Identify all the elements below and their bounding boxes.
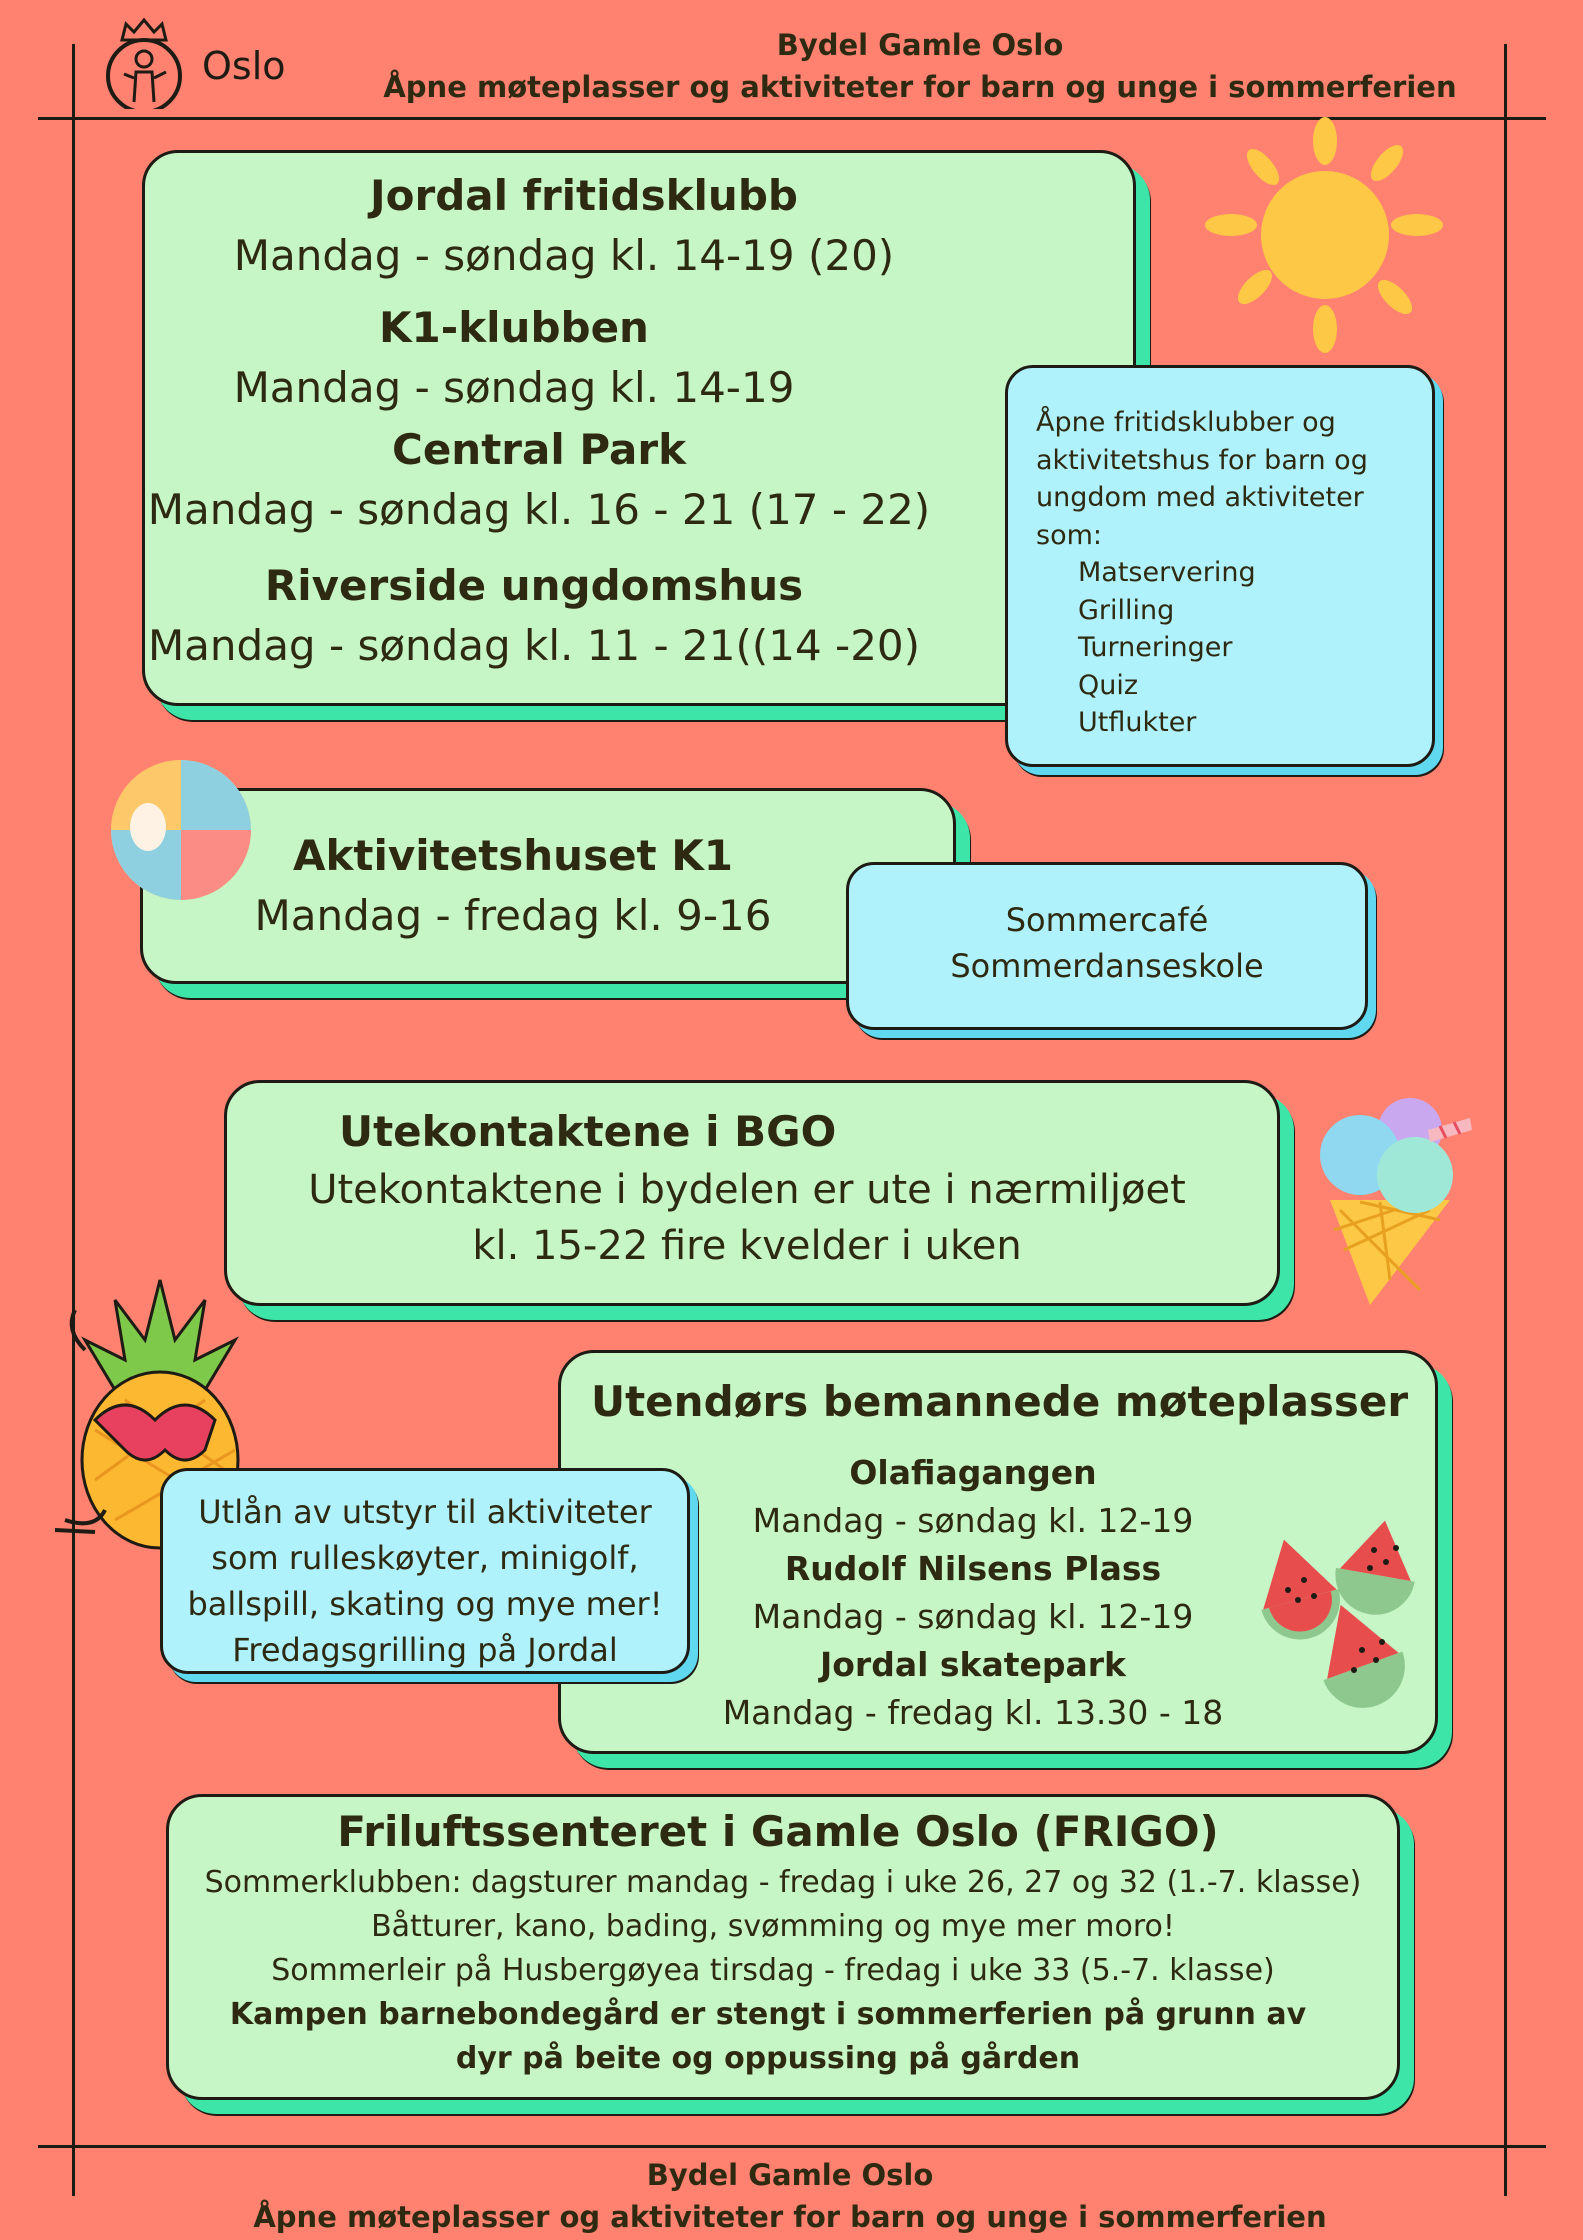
oslo-crest-icon: [104, 14, 184, 109]
place-hours: Mandag - fredag kl. 13.30 - 18: [722, 1693, 1224, 1732]
info-intro-line: aktivitetshus for barn og: [1036, 444, 1368, 476]
activity-item: Utflukter: [1078, 707, 1197, 738]
place-hours: Mandag - søndag kl. 12-19: [752, 1597, 1194, 1636]
card-bold-line: dyr på beite og oppussing på gården: [455, 2041, 1081, 2076]
place-name: Jordal fritidsklubb: [370, 171, 798, 220]
header-title: Bydel Gamle Oslo: [776, 28, 1064, 62]
activity-item: Turneringer: [1078, 632, 1233, 663]
place-hours: Mandag - søndag kl. 12-19: [752, 1501, 1194, 1540]
fritidsklubber-card: [142, 150, 1136, 706]
info-line: Sommerdanseskole: [950, 947, 1264, 985]
utekontaktene-card: [224, 1080, 1280, 1306]
footer-title: Bydel Gamle Oslo: [646, 2158, 934, 2192]
info-intro-line: Åpne fritidsklubber og: [1036, 407, 1336, 438]
place-hours: Mandag - søndag kl. 14-19 (20): [233, 231, 895, 280]
place-name: Riverside ungdomshus: [264, 561, 804, 610]
place-name: Rudolf Nilsens Plass: [784, 1549, 1162, 1588]
place-hours: Mandag - søndag kl. 14-19: [233, 363, 795, 412]
info-line: Sommercafé: [1005, 901, 1209, 939]
info-intro-line: ungdom med aktiviteter: [1036, 482, 1364, 513]
card-hours: Mandag - fredag kl. 9-16: [254, 891, 772, 940]
info-line: som rulleskøyter, minigolf,: [211, 1539, 639, 1577]
place-name: Olafiagangen: [849, 1453, 1097, 1492]
card-line: Sommerklubben: dagsturer mandag - fredag i uke 26, 27 og 32 (1.-7. klasse): [204, 1865, 1362, 1900]
frigo-card: [166, 1794, 1400, 2100]
frame-right-line: [1504, 44, 1507, 2196]
activity-item: Grilling: [1078, 594, 1175, 626]
watermelon-icon: [1258, 1520, 1428, 1740]
sun-icon: [1205, 115, 1445, 355]
card-bold-line: Kampen barnebondegård er stengt i sommerferien på grunn av: [229, 1997, 1307, 2032]
utlan-info-box: [160, 1468, 690, 1674]
place-name: Central Park: [392, 425, 686, 474]
beach-ball-icon: [106, 755, 256, 905]
footer-subtitle: Åpne møteplasser og aktiviteter for barn og unge i sommerferien: [253, 2200, 1327, 2234]
info-intro-line: som:: [1036, 519, 1102, 551]
aktivitetshuset-card: [140, 788, 956, 984]
frame-bottom-line: [38, 2145, 1546, 2148]
place-name: Jordal skatepark: [819, 1645, 1127, 1684]
card-line: Båtturer, kano, bading, svømming og mye mer moro!: [371, 1909, 1175, 1944]
place-hours: Mandag - søndag kl. 16 - 21 (17 - 22): [147, 485, 931, 534]
aktivitetshuset-info-box: [846, 862, 1368, 1030]
activity-item: Matservering: [1078, 557, 1256, 588]
card-title: Friluftssenteret i Gamle Oslo (FRIGO): [337, 1807, 1219, 1856]
info-line: Utlån av utstyr til aktiviteter: [198, 1493, 652, 1531]
header-subtitle: Åpne møteplasser og aktiviteter for barn og unge i sommerferien: [383, 70, 1457, 104]
info-line: Fredagsgrilling på Jordal: [232, 1631, 618, 1669]
activity-item: Quiz: [1078, 669, 1139, 701]
card-line: Sommerleir på Husbergøyea tirsdag - fredag i uke 33 (5.-7. klasse): [271, 1953, 1275, 1988]
place-hours: Mandag - søndag kl. 11 - 21((14 -20): [147, 621, 921, 670]
info-line: ballspill, skating og mye mer!: [187, 1585, 663, 1623]
card-line: kl. 15-22 fire kvelder i uken: [472, 1223, 1022, 1269]
oslo-logo: [104, 14, 304, 109]
card-line: Utekontaktene i bydelen er ute i nærmiljøet: [308, 1167, 1186, 1213]
fritidsklubber-info-box: [1005, 365, 1435, 767]
card-title: Aktivitetshuset K1: [292, 831, 734, 880]
card-title: Utekontaktene i BGO: [339, 1107, 837, 1156]
ice-cream-icon: [1300, 1090, 1480, 1310]
place-name: K1-klubben: [379, 303, 649, 352]
logo-text: Oslo: [202, 44, 286, 88]
card-title: Utendørs bemannede møteplasser: [591, 1377, 1409, 1426]
